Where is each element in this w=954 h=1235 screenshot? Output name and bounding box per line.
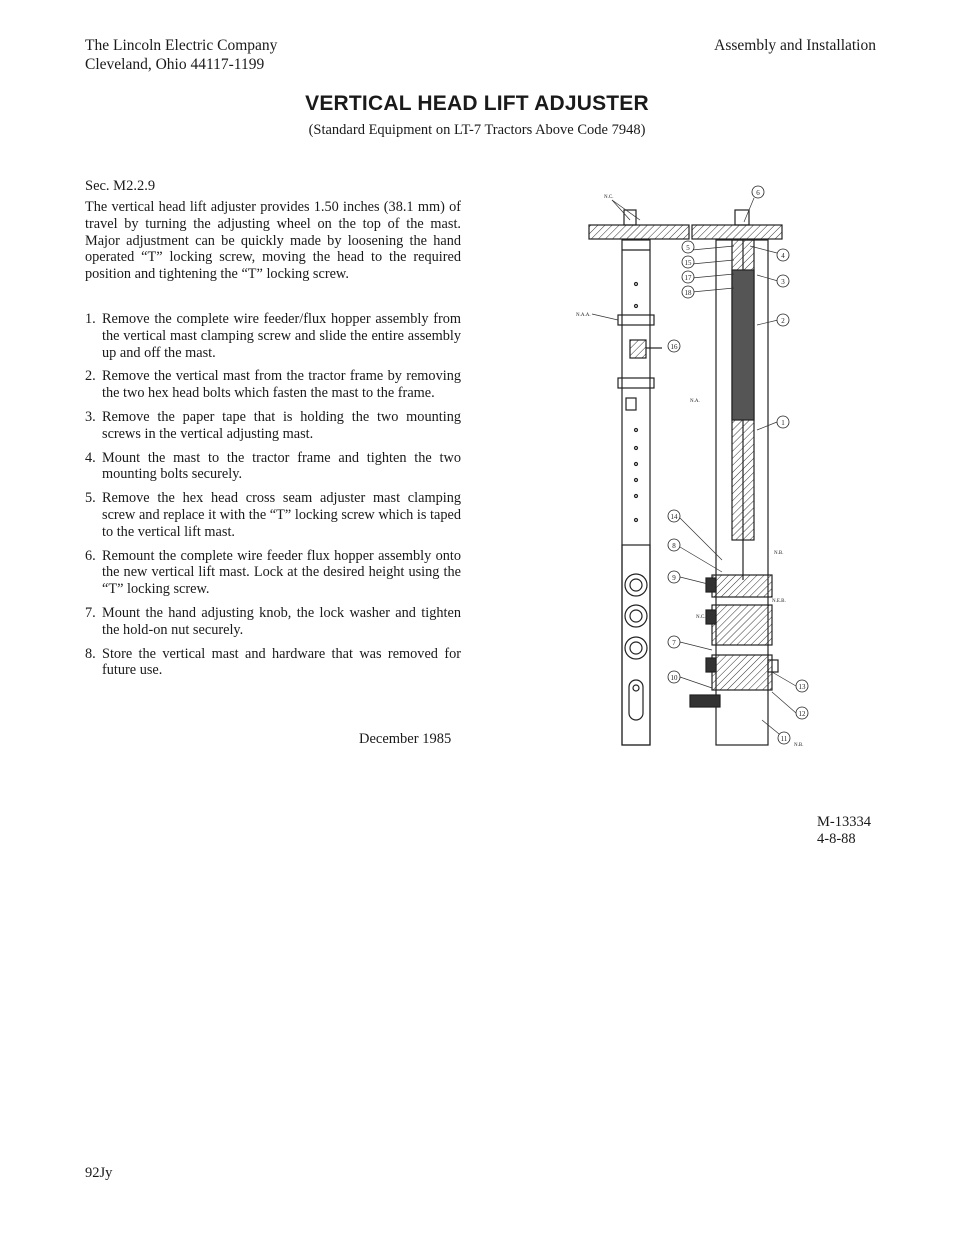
company-address: Cleveland, Ohio 44117-1199 [85,56,265,73]
document-date: December 1985 [359,731,452,747]
left-mast-view [589,210,689,745]
callout-label: 9 [672,574,676,582]
intro-paragraph: The vertical head lift adjuster provides 1.50 inches (38.1 mm) of travel by turning the adjusting wheel on the top of the mast. Major adjustment can be quickly made by loosening the hand operated “T” locking screw, moving the head to the required position and tightening the “T” locking screw. [85,199,461,283]
mast-assembly-drawing [572,180,822,760]
note-label: N.C. [696,615,706,620]
callout-label: 17 [684,274,692,282]
callout-label: 8 [672,542,676,550]
callout-label: 15 [684,259,692,267]
footer-code: 92Jy [85,1165,113,1181]
document-number: M-13334 [817,814,871,830]
callout-label: 1 [781,419,785,427]
instruction-steps [85,311,461,686]
callout-label: 13 [798,683,806,691]
step-item: 3. Remove the paper tape that is holding the two mounting screws in the vertical adjusting mast. [85,408,461,442]
note-label: N.C. [604,195,614,200]
company-name: The Lincoln Electric Company [85,37,278,54]
note-label: N.B. [774,551,784,556]
revision-date: 4-8-88 [817,831,856,847]
page-title: VERTICAL HEAD LIFT ADJUSTER [305,92,649,115]
callout-label: 3 [781,278,785,286]
right-section-view [690,210,782,745]
callout-label: 2 [781,317,785,325]
callout-label: 11 [780,735,788,743]
step-item: 2. Remove the vertical mast from the tractor frame by removing the two hex head bolts which fasten the mast to the frame. [85,368,461,402]
page-subtitle: (Standard Equipment on LT-7 Tractors Above Code 7948) [308,122,646,138]
callout-label: 4 [781,252,785,260]
callout-label: 6 [756,189,760,197]
callout-label: 16 [670,343,678,351]
callout-label: 18 [684,289,692,297]
company-header [85,36,277,74]
section-number: Sec. M2.2.9 [85,178,156,194]
note-label: N.A. [690,399,700,404]
callout-label: 14 [670,513,678,521]
step-item: 5. Remove the hex head cross seam adjuster mast clamping screw and replace it with the “T” locking screw which is taped to the vertical lift mast. [85,490,461,540]
note-label: N.E.B. [772,599,786,604]
document-code [817,814,871,848]
note-label: N.B. [794,743,804,748]
step-item: 7. Mount the hand adjusting knob, the lock washer and tighten the hold-on nut securely. [85,604,461,638]
callout-label: 10 [670,674,678,682]
step-item: 4. Mount the mast to the tractor frame and tighten the two mounting bolts securely. [85,449,461,483]
step-item: 8. Store the vertical mast and hardware that was removed for future use. [85,645,461,679]
step-item: 6. Remount the complete wire feeder flux hopper assembly onto the new vertical lift mast. Lock at the desired height using the “T” locking screw. [85,547,461,598]
note-label: N.A.A. [576,313,591,318]
callout-label: 5 [686,244,690,252]
section-header: Assembly and Installation [714,37,876,54]
step-item: 1. Remove the complete wire feeder/flux hopper assembly from the vertical mast clamping screw and slide the entire assembly up and off the mast. [85,311,461,361]
callout-label: 7 [672,639,676,647]
callout-label: 12 [798,710,806,718]
